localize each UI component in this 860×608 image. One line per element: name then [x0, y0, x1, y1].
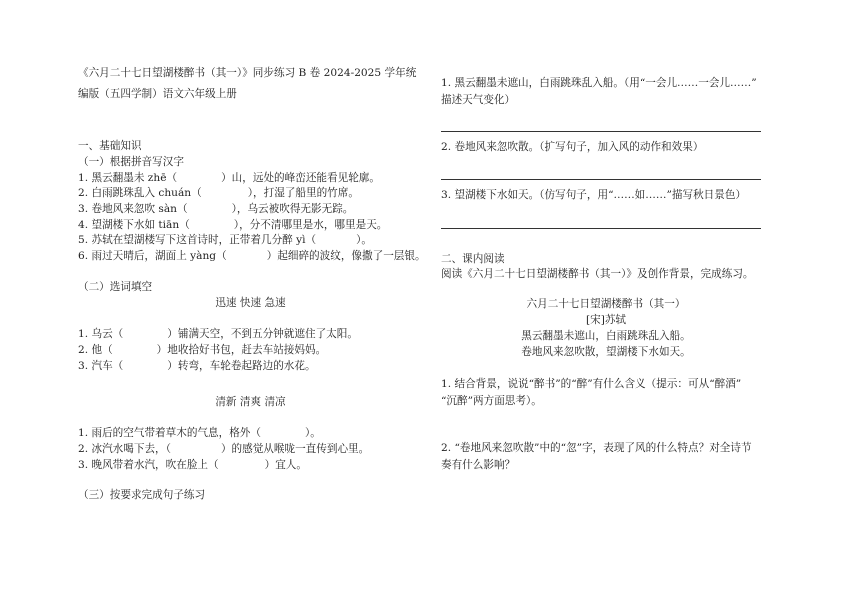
item-text: ）地收拾好书包，赶去车站接妈妈。 [156, 344, 327, 356]
fill-item [78, 458, 307, 473]
poem-line-2: 卷地风来忽吹散，望湖楼下水如天。 [521, 346, 691, 358]
subsection-heading-word-choice: （二）选词填空 [78, 281, 153, 293]
answer-line[interactable] [441, 131, 761, 132]
item-text: 3. 卷地风来忽吹 sàn（ [78, 203, 188, 215]
poem-line-1: 黑云翻墨未遮山，白雨跳珠乱入船。 [521, 330, 691, 342]
item-text: 1. 雨后的空气带着草木的气息，格外（ [78, 427, 261, 439]
reading-question-1-cont: “沉醉”两方面思考）。 [441, 395, 542, 407]
item-text: 2. 他（ [78, 344, 113, 356]
pinyin-item [78, 218, 387, 233]
item-text: ）宜人。 [264, 459, 307, 471]
item-text: 4. 望湖楼下水如 tiān（ [78, 219, 190, 231]
subsection-heading-pinyin: （一）根据拼音写汉字 [78, 156, 184, 168]
item-text: 2. 冰汽水喝下去，（ [78, 443, 171, 455]
section-heading-basics: 一、基础知识 [78, 140, 142, 152]
item-text: 1. 乌云（ [78, 328, 124, 340]
item-text: ）转弯，车轮卷起路边的水花。 [167, 360, 316, 372]
fill-item [78, 359, 316, 374]
item-text: ）。 [356, 234, 372, 246]
worksheet-title-line-2: 编版（五四学制）语文六年级上册 [78, 88, 237, 100]
item-text: ）山，远处的峰峦还能看见轮廓。 [221, 172, 380, 184]
reading-instructions: 阅读《六月二十七日望湖楼醉书（其一）》及创作背景，完成练习。 [441, 268, 754, 280]
pinyin-item [78, 249, 426, 264]
fill-item [78, 343, 326, 358]
fill-item [78, 426, 321, 441]
reading-question-2: 2. “卷地风来忽吹散”中的“忽”字，表现了风的什么特点？对全诗节 [441, 442, 752, 454]
subsection-heading-sentences: （三）按要求完成句子练习 [78, 489, 206, 501]
item-text: 6. 雨过天晴后，湖面上 yàng（ [78, 250, 227, 262]
answer-line[interactable] [441, 228, 761, 229]
pinyin-item [78, 233, 372, 248]
worksheet-title-line-1: 《六月二十七日望湖楼醉书（其一）》同步练习 B 卷 2024-2025 学年统 [78, 67, 417, 79]
poem-title: 六月二十七日望湖楼醉书（其一） [526, 298, 686, 310]
sentence-question-2: 2. 卷地风来忽吹散。（扩写句子，加入风的动作和效果） [441, 141, 704, 153]
fill-item [78, 327, 358, 342]
item-text: ）铺满天空，不到五分钟就遮住了太阳。 [167, 328, 358, 340]
item-text: ），分不清哪里是水，哪里是天。 [233, 219, 388, 231]
item-text: 5. 苏轼在望湖楼写下这首诗时，正带着几分醉 yì（ [78, 234, 317, 246]
word-bank-b: 清新 清爽 清凉 [215, 396, 286, 408]
sentence-question-3: 3. 望湖楼下水如天。（仿写句子，用“……如……”描写秋日景色） [441, 189, 747, 201]
word-bank-a: 迅速 快速 急速 [215, 297, 286, 309]
item-text: ）起细碎的波纹，像撒了一层银。 [266, 250, 426, 262]
reading-question-2-cont: 奏有什么影响？ [441, 459, 516, 471]
item-text: ），乌云被吹得无影无踪。 [231, 203, 354, 215]
fill-item [78, 442, 369, 457]
pinyin-item [78, 202, 353, 217]
reading-question-1: 1. 结合背景，说说“醉书”的“醉”有什么含义（提示：可从“醉酒” [441, 378, 742, 390]
item-text: 1. 黑云翻墨未 zhē（ [78, 172, 178, 184]
poem-author: [宋]苏轼 [585, 314, 627, 326]
item-text: ）的感觉从喉咙一直传到心里。 [220, 443, 370, 455]
pinyin-item [78, 186, 359, 201]
pinyin-item [78, 171, 380, 186]
section-heading-reading: 二、课内阅读 [441, 253, 505, 265]
item-text: ），打湿了船里的竹席。 [247, 187, 359, 199]
item-text: ）。 [304, 427, 321, 439]
sentence-question-1: 1. 黑云翻墨未遮山，白雨跳珠乱入船。（用“一会儿……一会儿……” [441, 77, 757, 89]
item-text: 2. 白雨跳珠乱入 chuán（ [78, 187, 202, 199]
sentence-question-1-cont: 描述天气变化） [441, 94, 516, 106]
item-text: 3. 汽车（ [78, 360, 124, 372]
item-text: 3. 晚风带着水汽，吹在脸上（ [78, 459, 219, 471]
answer-line[interactable] [441, 179, 761, 180]
